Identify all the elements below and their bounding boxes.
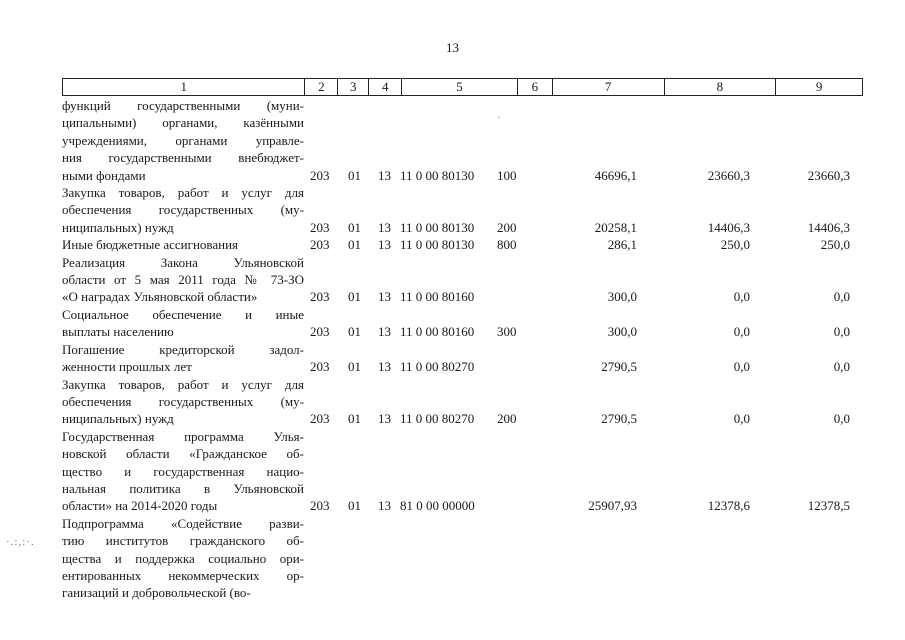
cell-col-6: 800 bbox=[497, 237, 517, 253]
header-col-7: 7 bbox=[553, 79, 665, 95]
cell-col-7: 25907,93 bbox=[588, 498, 637, 514]
cell-col-8: 0,0 bbox=[733, 289, 750, 305]
cell-col-9: 0,0 bbox=[833, 359, 850, 375]
cell-col-9: 0,0 bbox=[833, 289, 850, 305]
cell-col-9: 0,0 bbox=[833, 324, 850, 340]
table-body bbox=[62, 97, 863, 602]
cell-col-8: 14406,3 bbox=[707, 219, 750, 235]
table-row bbox=[62, 254, 863, 306]
row-values bbox=[62, 358, 863, 375]
header-col-8: 8 bbox=[665, 79, 777, 95]
cell-col-3: 01 bbox=[348, 324, 361, 340]
description-line: области» на 2014-2020 годы bbox=[62, 498, 218, 514]
row-values bbox=[62, 236, 863, 253]
cell-col-6: 100 bbox=[497, 167, 517, 183]
cell-col-3: 01 bbox=[348, 411, 361, 427]
cell-col-9: 14406,3 bbox=[807, 219, 850, 235]
cell-col-2: 203 bbox=[310, 237, 330, 253]
description-line: ния государственными внебюджет- bbox=[62, 150, 304, 166]
cell-col-3: 01 bbox=[348, 359, 361, 375]
cell-col-7: 286,1 bbox=[607, 237, 637, 253]
cell-col-4: 13 bbox=[378, 411, 391, 427]
cell-col-5: 11 0 00 80130 bbox=[400, 167, 475, 183]
table-header bbox=[62, 78, 863, 96]
cell-col-4: 13 bbox=[378, 219, 391, 235]
row-values bbox=[62, 167, 863, 184]
description-line: Социальное обеспечение и иные bbox=[62, 306, 304, 322]
description-line: тию институтов гражданского об- bbox=[62, 533, 304, 549]
cell-col-5: 11 0 00 80130 bbox=[400, 219, 475, 235]
cell-col-4: 13 bbox=[378, 498, 391, 514]
cell-col-5: 11 0 00 80160 bbox=[400, 324, 475, 340]
cell-col-7: 2790,5 bbox=[601, 411, 637, 427]
cell-col-3: 01 bbox=[348, 167, 361, 183]
cell-col-2: 203 bbox=[310, 167, 330, 183]
header-col-1: 1 bbox=[63, 79, 305, 95]
header-col-5: 5 bbox=[402, 79, 518, 95]
cell-col-3: 01 bbox=[348, 237, 361, 253]
description-line: нальная политика в Ульяновской bbox=[62, 480, 304, 496]
description-line: «О наградах Ульяновской области» bbox=[62, 289, 258, 305]
description-line: Подпрограмма «Содействие разви- bbox=[62, 515, 304, 531]
description-line: ными фондами bbox=[62, 167, 146, 183]
cell-col-6: 200 bbox=[497, 219, 517, 235]
cell-col-4: 13 bbox=[378, 289, 391, 305]
cell-col-3: 01 bbox=[348, 289, 361, 305]
table-row bbox=[62, 306, 863, 341]
cell-col-3: 01 bbox=[348, 219, 361, 235]
header-col-4: 4 bbox=[369, 79, 402, 95]
cell-col-5: 81 0 00 00000 bbox=[400, 498, 475, 514]
description-line: щество и государственная нацио- bbox=[62, 463, 304, 479]
cell-col-8: 0,0 bbox=[733, 359, 750, 375]
cell-col-4: 13 bbox=[378, 237, 391, 253]
row-values bbox=[62, 584, 863, 601]
cell-col-8: 12378,6 bbox=[707, 498, 750, 514]
header-col-3: 3 bbox=[338, 79, 369, 95]
description-line: ниципальных) нужд bbox=[62, 219, 174, 235]
table-row bbox=[62, 184, 863, 236]
cell-col-4: 13 bbox=[378, 167, 391, 183]
description-line: функций государственными (муни- bbox=[62, 98, 304, 113]
table-row bbox=[62, 97, 863, 184]
cell-col-6: 200 bbox=[497, 411, 517, 427]
description-line: Погашение кредиторской задол- bbox=[62, 341, 304, 357]
cell-col-2: 203 bbox=[310, 219, 330, 235]
scan-speck: · bbox=[497, 112, 501, 124]
cell-col-7: 300,0 bbox=[607, 324, 637, 340]
table-row bbox=[62, 515, 863, 602]
scan-smudge: ·.:,:·. bbox=[6, 536, 35, 548]
header-col-9: 9 bbox=[815, 79, 823, 94]
header-col-6: 6 bbox=[518, 79, 553, 95]
cell-col-8: 0,0 bbox=[733, 324, 750, 340]
description-line: учреждениями, органами управле- bbox=[62, 132, 304, 148]
cell-col-8: 0,0 bbox=[733, 411, 750, 427]
cell-col-5: 11 0 00 80270 bbox=[400, 411, 475, 427]
row-values bbox=[62, 410, 863, 427]
cell-col-5: 11 0 00 80130 bbox=[400, 237, 475, 253]
row-values bbox=[62, 219, 863, 236]
table-row bbox=[62, 376, 863, 428]
cell-col-5: 11 0 00 80270 bbox=[400, 359, 475, 375]
cell-col-2: 203 bbox=[310, 411, 330, 427]
cell-col-7: 2790,5 bbox=[601, 359, 637, 375]
description-line: Иные бюджетные ассигнования bbox=[62, 237, 239, 253]
row-values bbox=[62, 323, 863, 340]
description-line: ниципальных) нужд bbox=[62, 411, 174, 427]
description-line: обеспечения государственных (му- bbox=[62, 393, 304, 409]
cell-col-7: 20258,1 bbox=[594, 219, 637, 235]
cell-col-8: 23660,3 bbox=[707, 167, 750, 183]
cell-col-9: 23660,3 bbox=[807, 167, 850, 183]
description-line: ципальными) органами, казёнными bbox=[62, 115, 304, 131]
description-line: женности прошлых лет bbox=[62, 359, 192, 375]
description-line: Закупка товаров, работ и услуг для bbox=[62, 376, 304, 392]
row-values bbox=[62, 497, 863, 514]
description-line: обеспечения государственных (му- bbox=[62, 202, 304, 218]
description-line: ентированных некоммерческих ор- bbox=[62, 567, 304, 583]
cell-col-2: 203 bbox=[310, 324, 330, 340]
description-line: области от 5 мая 2011 года № 73-ЗО bbox=[62, 272, 304, 288]
table-row bbox=[62, 236, 863, 253]
description-line: Государственная программа Улья- bbox=[62, 428, 304, 444]
cell-col-7: 46696,1 bbox=[594, 167, 637, 183]
cell-col-4: 13 bbox=[378, 324, 391, 340]
description-line: Закупка товаров, работ и услуг для bbox=[62, 185, 304, 201]
cell-col-5: 11 0 00 80160 bbox=[400, 289, 475, 305]
row-values bbox=[62, 288, 863, 305]
description-line: щества и поддержка социально ори- bbox=[62, 550, 304, 566]
cell-col-2: 203 bbox=[310, 359, 330, 375]
cell-col-9: 250,0 bbox=[820, 237, 850, 253]
cell-col-8: 250,0 bbox=[720, 237, 750, 253]
page-number: 13 bbox=[446, 40, 459, 55]
description-line: Реализация Закона Ульяновской bbox=[62, 254, 304, 270]
cell-col-2: 203 bbox=[310, 498, 330, 514]
description-line: выплаты населению bbox=[62, 324, 174, 340]
cell-col-3: 01 bbox=[348, 498, 361, 514]
cell-col-2: 203 bbox=[310, 289, 330, 305]
cell-col-6: 300 bbox=[497, 324, 517, 340]
cell-col-9: 12378,5 bbox=[807, 498, 850, 514]
header-col-2: 2 bbox=[305, 79, 338, 95]
cell-col-4: 13 bbox=[378, 359, 391, 375]
description-line: новской области «Гражданское об- bbox=[62, 446, 304, 462]
cell-col-7: 300,0 bbox=[607, 289, 637, 305]
description-line: ганизаций и добровольческой (во- bbox=[62, 585, 251, 601]
table-row bbox=[62, 428, 863, 515]
cell-col-9: 0,0 bbox=[833, 411, 850, 427]
table-row bbox=[62, 341, 863, 376]
